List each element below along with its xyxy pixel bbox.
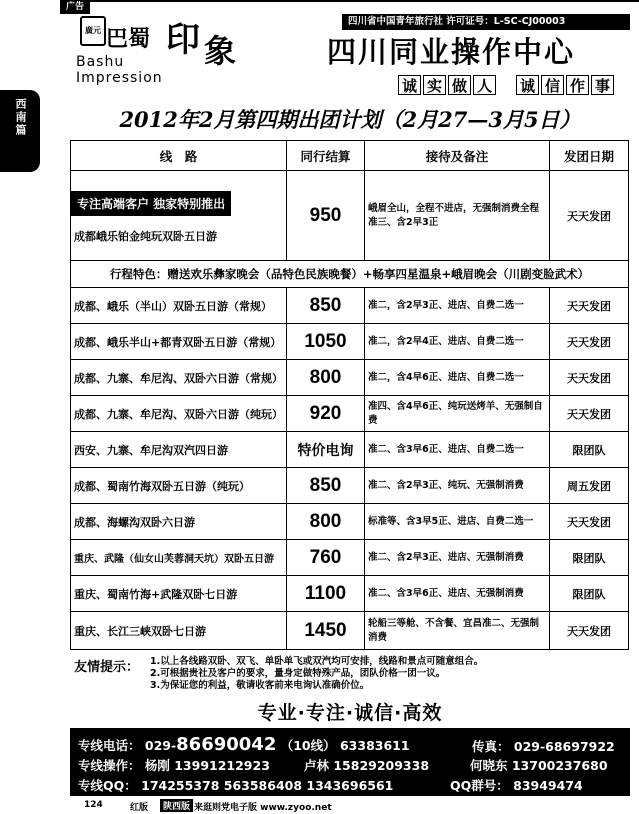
phone-alt: 63383611 bbox=[339, 738, 410, 753]
header-date: 发团日期 bbox=[550, 141, 629, 171]
note-cell: 准四、含4早6正、纯玩送烤羊、无强制自费 bbox=[365, 396, 550, 432]
qq-group-number: 83949474 bbox=[513, 778, 583, 793]
operator-3-row bbox=[470, 756, 608, 774]
route-cell: 重庆、武隆（仙女山芙蓉洞天坑）双卧五日游 bbox=[71, 540, 287, 576]
date-cell: 限团队 bbox=[550, 576, 629, 612]
operators-row bbox=[78, 756, 270, 774]
table-row bbox=[71, 396, 629, 432]
table-row bbox=[71, 324, 629, 360]
tip-item: 1.以上各线路双卧、双飞、单卧单飞或双汽均可安排，线路和景点可随意组合。 bbox=[150, 656, 484, 667]
qq-row bbox=[78, 776, 393, 794]
route-cell: 成都、峨乐（半山）双卧五日游（常规） bbox=[71, 288, 287, 324]
special-badge: 专注高端客户 独家特别推出 bbox=[71, 191, 231, 216]
special-row bbox=[71, 171, 629, 261]
fax-number: 029-68697922 bbox=[513, 739, 615, 754]
table-row bbox=[71, 468, 629, 504]
section-tab bbox=[0, 90, 40, 172]
special-note: 峨眉全山，全程不进店，无强制消费全程准三、含2早3正 bbox=[365, 171, 550, 261]
slogan-char: 事 bbox=[591, 75, 614, 95]
price-cell: 特价电询 bbox=[287, 432, 365, 468]
phone-prefix: 029- bbox=[144, 738, 177, 753]
note-cell: 轮船三等舱、不含餐、宜昌准二、无强制消费 bbox=[365, 612, 550, 650]
tip-item: 3.为保证您的利益，敬请收客前来电询认准确价位。 bbox=[150, 680, 370, 691]
operator-2-row bbox=[304, 756, 429, 774]
slogan-char: 信 bbox=[541, 75, 564, 95]
footer-url: 来逛则党电子版 www.zyoo.net bbox=[194, 803, 332, 813]
note-cell: 准二、含3早6正、进店、无强制消费 bbox=[365, 576, 550, 612]
date-cell: 天天发团 bbox=[550, 360, 629, 396]
slogan-char: 做 bbox=[448, 75, 471, 95]
qq-numbers: 174255378 563586408 1343696561 bbox=[141, 778, 394, 793]
table-row bbox=[71, 612, 629, 650]
slogan bbox=[398, 75, 614, 95]
date-cell: 天天发团 bbox=[550, 504, 629, 540]
slogan-char: 作 bbox=[566, 75, 589, 95]
table-row bbox=[71, 288, 629, 324]
price-cell: 850 bbox=[287, 468, 365, 504]
table-row bbox=[71, 504, 629, 540]
top-rule bbox=[60, 0, 639, 2]
schedule-title: 2012年2月第四期出团计划（2月27—3月5日） bbox=[119, 107, 581, 132]
license-bar: 四川省中国青年旅行社 许可证号：L-SC-CJ00003 bbox=[342, 14, 630, 30]
note-cell: 准二，含2早3正、进店、自费二选一 bbox=[365, 288, 550, 324]
edition-label: 红版 bbox=[130, 803, 149, 813]
tour-table bbox=[70, 140, 629, 650]
region-label: 陕西版 bbox=[160, 799, 193, 812]
header-route: 线 路 bbox=[71, 141, 287, 171]
page-number: 124 bbox=[84, 800, 103, 810]
note-cell: 准二、含2早3正、纯玩、无强制消费 bbox=[365, 468, 550, 504]
date-cell: 天天发团 bbox=[550, 324, 629, 360]
ad-tag: 广告 bbox=[60, 0, 90, 14]
special-price: 950 bbox=[287, 171, 365, 261]
phone-main: 86690042 bbox=[176, 734, 277, 755]
slogan-group-2 bbox=[516, 75, 614, 95]
qq-group-row bbox=[450, 776, 583, 794]
logo-main: 巴蜀 bbox=[106, 26, 151, 52]
phone-label: 专线电话： bbox=[78, 738, 141, 753]
operator-2: 卢林 15829209338 bbox=[304, 758, 430, 773]
feature-text: 行程特色：赠送欢乐彝家晚会（品特色民族晚餐）+畅享四星温泉+峨眉晚会（川剧变脸武术） bbox=[71, 261, 629, 288]
date-cell: 周五发团 bbox=[550, 468, 629, 504]
note-cell: 准二，含2早4正、进店、自费二选一 bbox=[365, 324, 550, 360]
route-cell: 成都、海螺沟双卧六日游 bbox=[71, 504, 287, 540]
price-cell: 850 bbox=[287, 288, 365, 324]
route-cell: 成都、峨乐半山+都青双卧五日游（常规） bbox=[71, 324, 287, 360]
route-cell: 重庆、长江三峡双卧七日游 bbox=[71, 612, 287, 650]
tips-list bbox=[150, 656, 483, 692]
phone-row bbox=[78, 734, 410, 755]
motto: 专业·专注·诚信·高效 bbox=[257, 702, 443, 724]
price-cell: 800 bbox=[287, 504, 365, 540]
date-cell: 限团队 bbox=[550, 540, 629, 576]
slogan-group-1 bbox=[398, 75, 496, 95]
special-route-cell bbox=[71, 171, 287, 261]
tip-item: 2.可根据贵社及客户的要求，量身定做特殊产品，团队价格一团一议。 bbox=[150, 668, 446, 679]
date-cell: 天天发团 bbox=[550, 288, 629, 324]
page-title: 四川同业操作中心 bbox=[326, 35, 575, 69]
route-cell: 成都、蜀南竹海双卧五日游（纯玩） bbox=[71, 468, 287, 504]
qq-label: 专线QQ： bbox=[78, 778, 137, 793]
slogan-char: 诚 bbox=[516, 75, 539, 95]
operators-label: 专线操作： bbox=[78, 758, 141, 773]
route-cell: 西安、九寨、牟尼沟双汽四日游 bbox=[71, 432, 287, 468]
price-cell: 760 bbox=[287, 540, 365, 576]
logo-mark: 廣元 bbox=[80, 16, 106, 46]
price-cell: 920 bbox=[287, 396, 365, 432]
price-cell: 1050 bbox=[287, 324, 365, 360]
note-cell: 准二、含2早3正、进店、无强制消费 bbox=[365, 540, 550, 576]
route-cell: 成都、九寨、牟尼沟、双卧六日游（纯玩） bbox=[71, 396, 287, 432]
slogan-char: 实 bbox=[423, 75, 446, 95]
logo-seal-2: 象 bbox=[204, 32, 237, 70]
note-cell: 标准等、含3早5正、进店、自费二选一 bbox=[365, 504, 550, 540]
qq-group-label: QQ群号： bbox=[450, 778, 509, 793]
logo-en-2: Impression bbox=[76, 70, 163, 86]
special-date: 天天发团 bbox=[550, 171, 629, 261]
feature-row bbox=[71, 261, 629, 288]
brand-logo bbox=[72, 12, 262, 92]
fax-row bbox=[472, 737, 615, 755]
phone-lines: （10线） bbox=[280, 738, 336, 753]
slogan-char: 诚 bbox=[398, 75, 421, 95]
operator-1: 杨刚 13991212923 bbox=[144, 758, 270, 773]
tips-label: 友情提示： bbox=[74, 660, 140, 675]
operator-3: 何晓东 13700237680 bbox=[470, 758, 608, 773]
table-row bbox=[71, 576, 629, 612]
table-row bbox=[71, 432, 629, 468]
header-note: 接待及备注 bbox=[365, 141, 550, 171]
header-price: 同行结算 bbox=[287, 141, 365, 171]
date-cell: 天天发团 bbox=[550, 396, 629, 432]
price-cell: 800 bbox=[287, 360, 365, 396]
price-cell: 1100 bbox=[287, 576, 365, 612]
price-cell: 1450 bbox=[287, 612, 365, 650]
route-cell: 重庆、蜀南竹海+武隆双卧七日游 bbox=[71, 576, 287, 612]
logo-seal-1: 印 bbox=[166, 20, 200, 60]
logo-en-1: Bashu bbox=[76, 54, 125, 70]
section-tab-label: 西南篇 bbox=[14, 98, 27, 137]
contact-panel bbox=[70, 728, 630, 796]
route-cell: 成都、九寨、牟尼沟、双卧六日游（常规） bbox=[71, 360, 287, 396]
table-row bbox=[71, 360, 629, 396]
slogan-char: 人 bbox=[473, 75, 496, 95]
special-route: 成都峨乐铂金纯玩双卧五日游 bbox=[74, 230, 217, 243]
note-cell: 准二、含3早6正、进店、自费二选一 bbox=[365, 432, 550, 468]
fax-label: 传真： bbox=[472, 739, 510, 754]
table-header-row bbox=[71, 141, 629, 171]
table-row bbox=[71, 540, 629, 576]
date-cell: 天天发团 bbox=[550, 612, 629, 650]
date-cell: 限团队 bbox=[550, 432, 629, 468]
note-cell: 准二，含4早6正、进店、自费二选一 bbox=[365, 360, 550, 396]
